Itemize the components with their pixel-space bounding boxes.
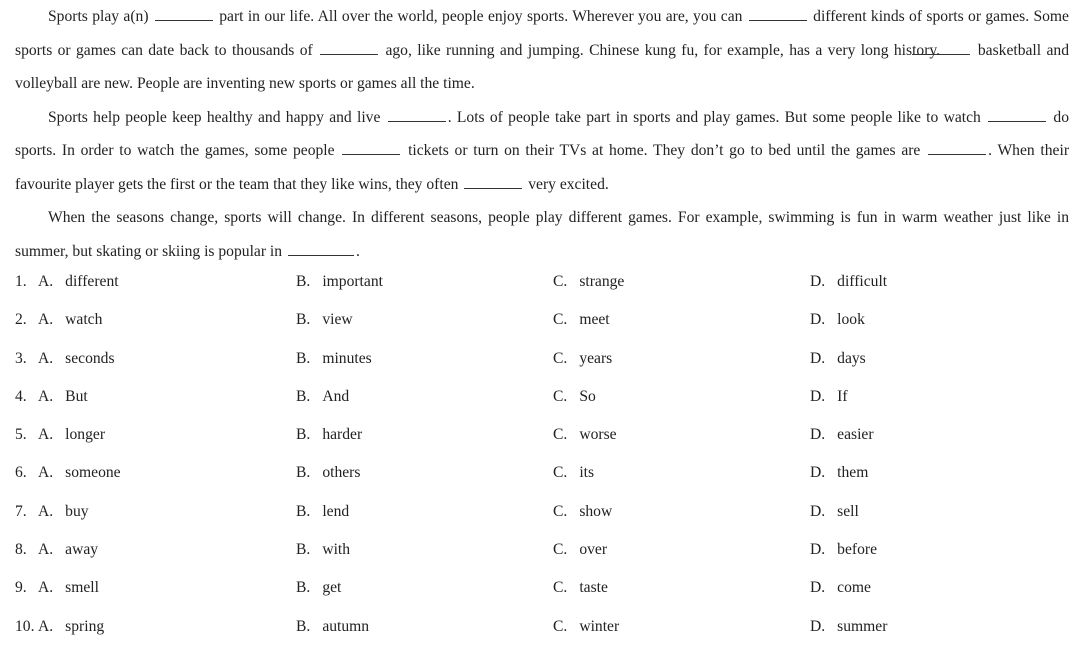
option-a[interactable]: A. longer (38, 426, 106, 444)
question-number: 2. (15, 311, 27, 329)
option-c[interactable]: C. taste (553, 579, 608, 597)
option-a[interactable]: A. seconds (38, 349, 115, 367)
option-d[interactable]: D. days (810, 349, 866, 367)
option-d[interactable]: D. look (810, 311, 865, 329)
answer-blank-8 (928, 137, 986, 155)
answer-blank-1 (155, 3, 213, 21)
passage-text: . (355, 242, 360, 260)
question-number: 8. (15, 541, 27, 559)
passage-text: Sports play a(n) (48, 8, 149, 25)
question-row-2 (15, 305, 1075, 343)
option-b[interactable]: B. autumn (296, 617, 370, 635)
option-b[interactable]: B. others (296, 464, 361, 482)
passage-text: different kinds of sports or games. Some sports or games can date back to thousands of (15, 8, 1069, 59)
option-d[interactable]: D. sell (810, 502, 859, 520)
question-number: 5. (15, 426, 27, 444)
passage-text: ago, like running and jumping. Chinese kung fu, for example, has a very long history. (385, 41, 941, 59)
question-row-4 (15, 382, 1075, 420)
option-b[interactable]: B. harder (296, 426, 363, 444)
option-d[interactable]: D. before (810, 541, 877, 559)
passage-text: Sports help people keep healthy and happy and live (48, 108, 381, 126)
option-b[interactable]: B. lend (296, 502, 350, 520)
option-c[interactable]: C. years (553, 349, 613, 367)
passage-text: part in our life. All over the world, people enjoy sports. Wherever you are, you can (219, 8, 743, 25)
cloze-passage (15, 0, 1069, 268)
question-row-1 (15, 267, 1075, 305)
option-b[interactable]: B. view (296, 311, 353, 329)
answer-blank-3 (320, 37, 378, 55)
question-row-6 (15, 458, 1075, 496)
question-number: 10. (15, 617, 35, 635)
question-number: 7. (15, 502, 27, 520)
answer-blank-7 (342, 137, 400, 155)
option-d[interactable]: D. If (810, 387, 848, 405)
answer-options (15, 267, 1075, 650)
option-c[interactable]: C. meet (553, 311, 610, 329)
option-a[interactable]: A. buy (38, 502, 89, 520)
answer-blank-10 (288, 238, 354, 256)
question-row-5 (15, 420, 1075, 458)
option-c[interactable]: C. So (553, 387, 596, 405)
option-a[interactable]: A. spring (38, 617, 105, 635)
passage-text: do sports. In order to watch the games, some people (15, 108, 1070, 159)
option-a[interactable]: A. different (38, 273, 119, 290)
option-a[interactable]: A. away (38, 541, 99, 559)
option-d[interactable]: D. come (810, 579, 871, 597)
option-c[interactable]: C. winter (553, 617, 620, 635)
question-row-8 (15, 535, 1075, 573)
question-number: 1. (15, 273, 27, 290)
option-a[interactable]: A. someone (38, 464, 121, 482)
passage-text: tickets or turn on their TVs at home. They don’t go to bed until the games are (408, 142, 921, 159)
option-c[interactable]: C. over (553, 541, 608, 559)
option-a[interactable]: A. watch (38, 311, 103, 329)
question-row-3 (15, 344, 1075, 382)
question-number: 4. (15, 387, 27, 405)
option-d[interactable]: D. easier (810, 426, 874, 444)
answer-blank-5 (388, 104, 446, 122)
passage-text: very excited. (528, 175, 609, 193)
passage-text: . When their favourite player gets the first or the team that they like wins, they often (15, 142, 1070, 193)
answer-blank-2 (749, 3, 807, 21)
option-a[interactable]: A. But (38, 387, 88, 405)
passage-text: When the seasons change, sports will change. In different seasons, people play different games. For example, swimming is fun in warm weather just like in summer, but skating or skiing is popular in (15, 209, 1069, 260)
option-b[interactable]: B. with (296, 541, 351, 559)
question-row-9 (15, 573, 1075, 611)
paragraph-3 (15, 201, 1069, 268)
paragraph-2 (15, 101, 1069, 202)
option-c[interactable]: C. show (553, 502, 613, 520)
option-b[interactable]: B. get (296, 579, 342, 597)
option-c[interactable]: C. its (553, 464, 595, 482)
option-b[interactable]: B. minutes (296, 349, 372, 367)
answer-blank-9 (464, 171, 522, 189)
option-c[interactable]: C. strange (553, 273, 625, 290)
option-d[interactable]: D. difficult (810, 273, 888, 290)
question-row-10 (15, 612, 1075, 650)
option-d[interactable]: D. them (810, 464, 869, 482)
option-c[interactable]: C. worse (553, 426, 617, 444)
answer-blank-6 (988, 104, 1046, 122)
passage-text: basketball and volleyball are new. People are inventing new sports or games all the time. (15, 41, 1069, 92)
paragraph-1 (15, 0, 1069, 101)
answer-blank-4 (912, 37, 970, 55)
question-row-7 (15, 497, 1075, 535)
question-number: 3. (15, 349, 27, 367)
option-a[interactable]: A. smell (38, 579, 99, 597)
question-number: 6. (15, 464, 27, 482)
passage-text: . Lots of people take part in sports and play games. But some people like to watch (447, 108, 981, 126)
option-b[interactable]: B. important (296, 273, 383, 290)
question-number: 9. (15, 579, 27, 597)
option-d[interactable]: D. summer (810, 617, 888, 635)
option-b[interactable]: B. And (296, 387, 350, 405)
